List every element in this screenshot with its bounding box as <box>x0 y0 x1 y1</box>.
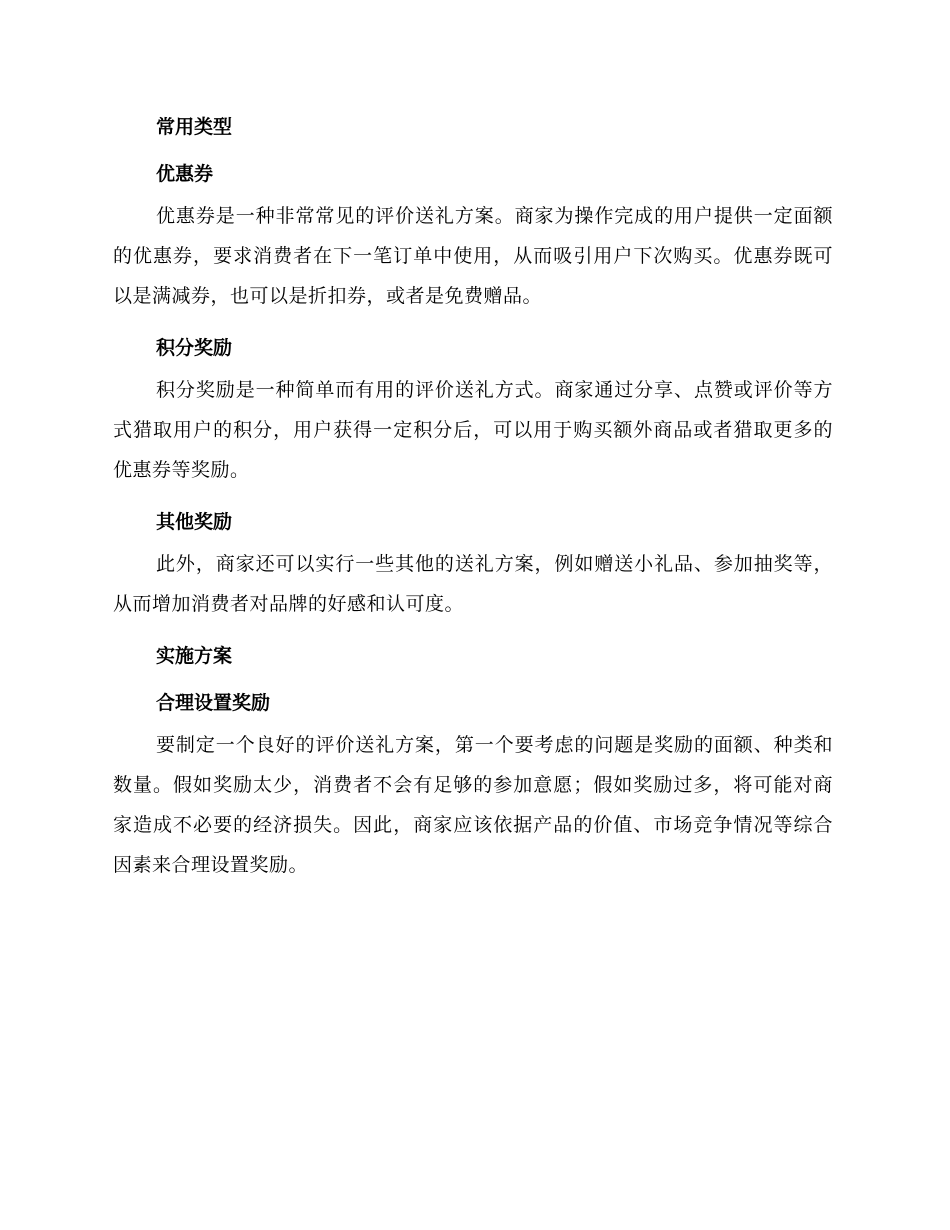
paragraph-other-rewards: 此外，商家还可以实行一些其他的送礼方案，例如赠送小礼品、参加抽奖等，从而增加消费者对品牌的好感和认可度。 <box>113 553 833 615</box>
heading-coupon: 优惠券 <box>156 163 214 185</box>
heading-other-rewards: 其他奖励 <box>156 511 233 533</box>
paragraph-reward-setting: 要制定一个良好的评价送礼方案，第一个要考虑的问题是奖励的面额、种类和数量。假如奖励太少，消费者不会有足够的参加意愿；假如奖励过多，将可能对商家造成不必要的经济损失。因此，商家应该依据产品的价值、市场竞争情况等综合因素来合理设置奖励。 <box>113 734 833 876</box>
heading-reward-setting: 合理设置奖励 <box>156 692 271 714</box>
heading-common-types: 常用类型 <box>156 116 233 138</box>
heading-implementation: 实施方案 <box>156 645 233 667</box>
heading-points-reward: 积分奖励 <box>156 337 233 359</box>
paragraph-points-reward: 积分奖励是一种简单而有用的评价送礼方式。商家通过分享、点赞或评价等方式猎取用户的积分，用户获得一定积分后，可以用于购买额外商品或者猎取更多的优惠券等奖励。 <box>113 379 833 481</box>
document-body <box>113 106 833 885</box>
paragraph-coupon: 优惠券是一种非常常见的评价送礼方案。商家为操作完成的用户提供一定面额的优惠券，要求消费者在下一笔订单中使用，从而吸引用户下次购买。优惠券既可以是满减券，也可以是折扣券，或者是免费赠品。 <box>113 205 833 307</box>
